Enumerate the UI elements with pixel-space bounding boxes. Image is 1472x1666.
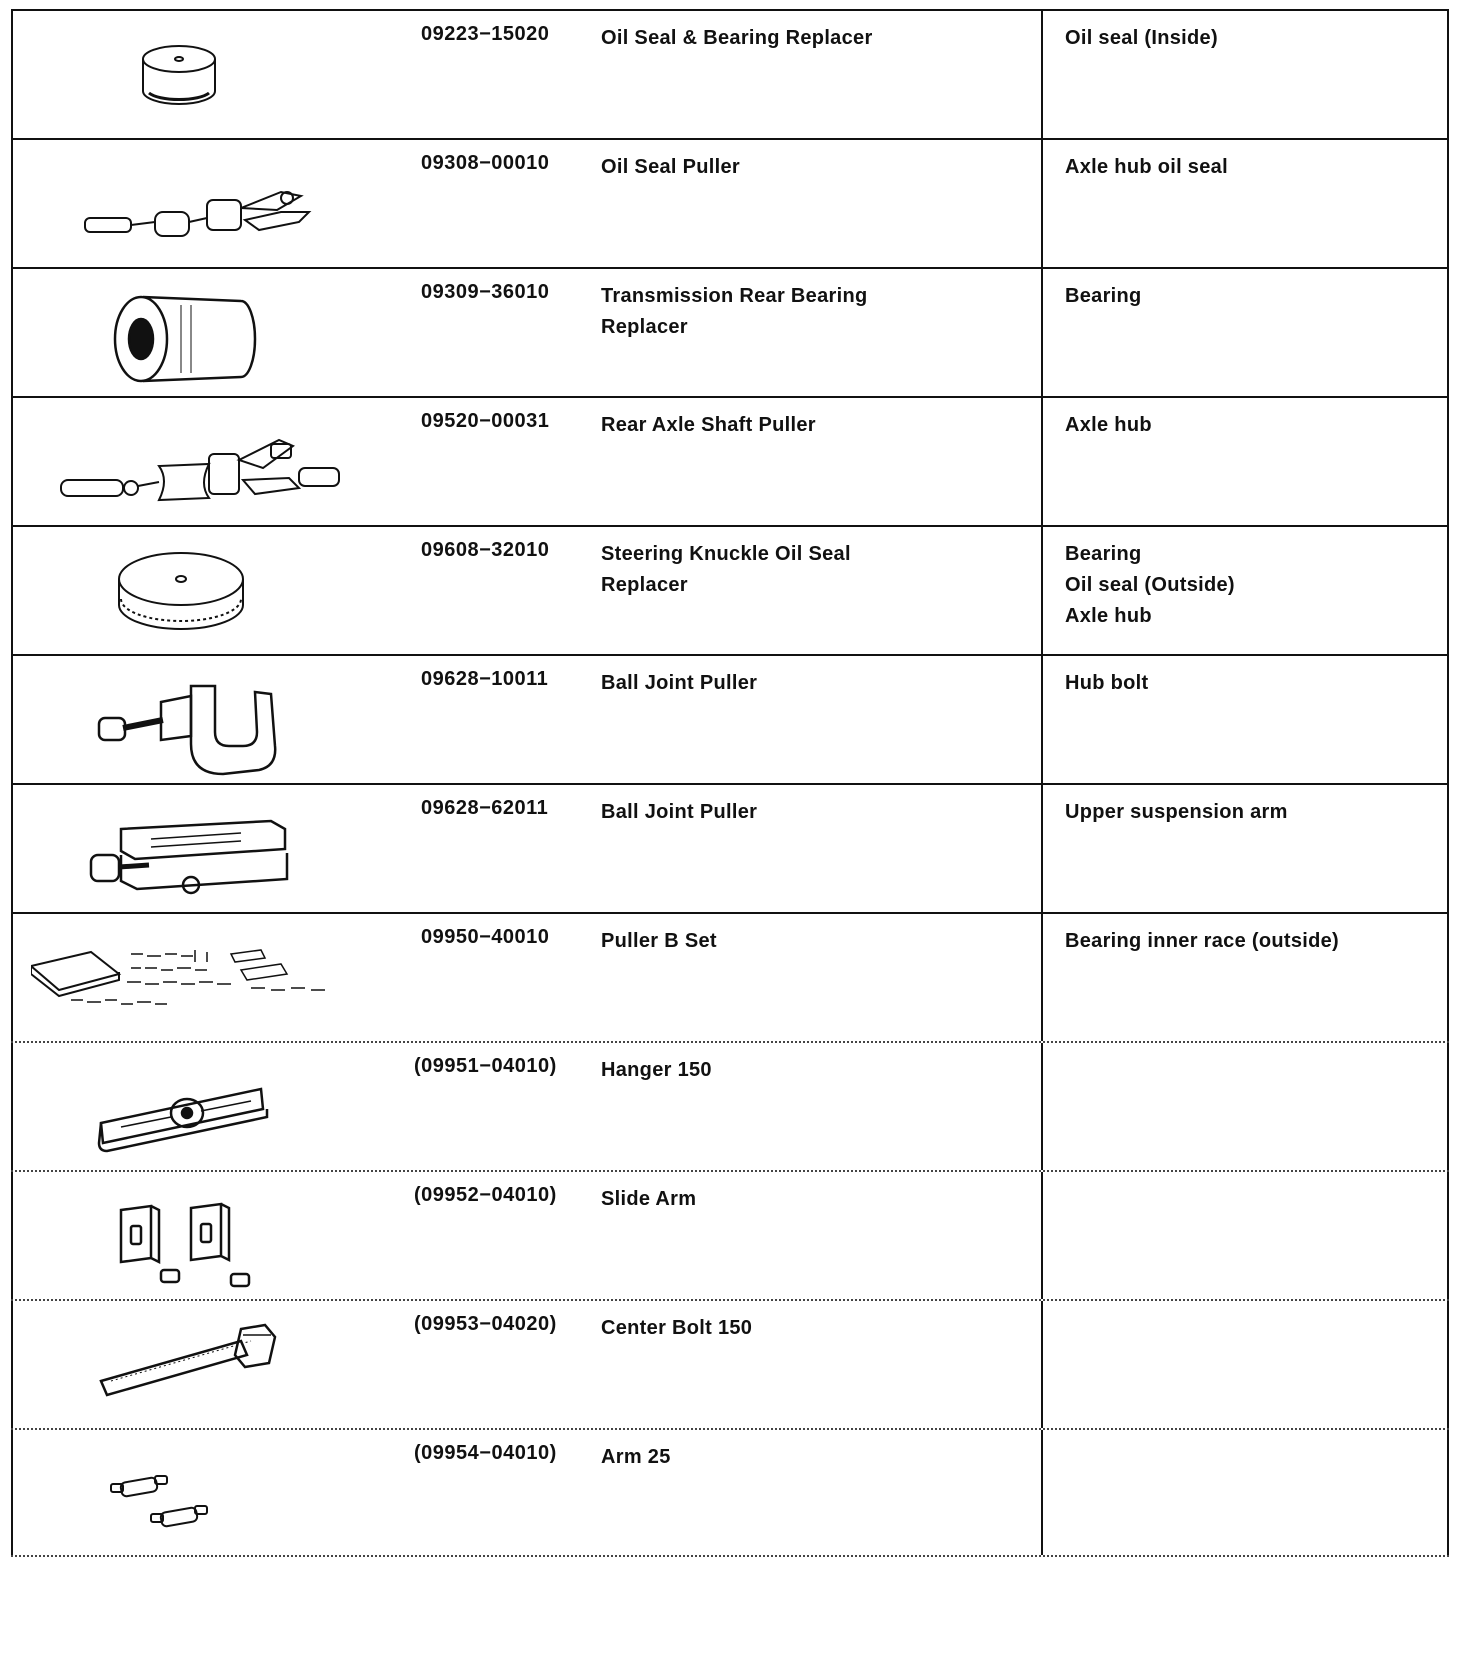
table-row xyxy=(11,1428,1449,1557)
column-divider xyxy=(1447,527,1449,654)
part-number: 09628−10011 xyxy=(421,668,549,690)
tool-name-line: Arm 25 xyxy=(601,1446,671,1468)
bearing-replacer-tube-icon xyxy=(31,279,371,397)
special-service-tools-table xyxy=(11,9,1449,1662)
tool-usage xyxy=(1065,23,1435,54)
tool-usage xyxy=(1065,539,1435,632)
axle-shaft-puller-icon xyxy=(31,408,371,526)
column-divider xyxy=(1447,269,1449,396)
table-row xyxy=(11,9,1449,138)
tool-usage-line: Hub bolt xyxy=(1065,672,1149,694)
tool-name-line: Oil Seal Puller xyxy=(601,156,741,178)
part-number: 09608−32010 xyxy=(421,539,550,561)
column-divider xyxy=(1041,527,1043,654)
tool-name xyxy=(601,1184,1001,1215)
tool-usage xyxy=(1065,152,1435,183)
column-divider xyxy=(11,1301,13,1428)
tool-usage xyxy=(1065,410,1435,441)
column-divider xyxy=(1041,1043,1043,1170)
tool-usage-line: Oil seal (Outside) xyxy=(1065,574,1235,596)
table-row xyxy=(11,267,1449,396)
part-number: 09308−00010 xyxy=(421,152,550,174)
table-row xyxy=(11,396,1449,525)
knuckle-seal-replacer-icon xyxy=(31,537,371,655)
column-divider xyxy=(1447,785,1449,912)
tool-usage-line: Axle hub xyxy=(1065,414,1152,436)
puller-set-parts-icon xyxy=(31,924,371,1042)
column-divider xyxy=(1041,140,1043,267)
part-number: 09309−36010 xyxy=(421,281,550,303)
tool-usage-line: Axle hub oil seal xyxy=(1065,156,1228,178)
table-row xyxy=(11,654,1449,783)
column-divider xyxy=(1447,1430,1449,1555)
tool-usage xyxy=(1065,668,1435,699)
table-row xyxy=(11,1299,1449,1428)
tool-usage-line: Oil seal (Inside) xyxy=(1065,27,1218,49)
tool-name xyxy=(601,797,1001,828)
column-divider xyxy=(1447,398,1449,525)
table-row xyxy=(11,1170,1449,1299)
table-row xyxy=(11,783,1449,912)
column-divider xyxy=(11,269,13,396)
column-divider xyxy=(1041,398,1043,525)
column-divider xyxy=(11,656,13,783)
tool-name xyxy=(601,1055,1001,1086)
column-divider xyxy=(1041,1301,1043,1428)
tool-usage xyxy=(1065,797,1435,828)
tool-name-line: Center Bolt 150 xyxy=(601,1317,753,1339)
center-bolt-icon xyxy=(31,1311,371,1429)
tool-name xyxy=(601,1442,1001,1473)
tool-usage-line: Bearing inner race (outside) xyxy=(1065,930,1340,952)
column-divider xyxy=(11,914,13,1041)
column-divider xyxy=(11,785,13,912)
hanger-bar-icon xyxy=(31,1053,371,1171)
column-divider xyxy=(1447,1301,1449,1428)
column-divider xyxy=(1041,11,1043,138)
tool-name-line: Rear Axle Shaft Puller xyxy=(601,414,816,436)
tool-name-line: Replacer xyxy=(601,574,688,596)
tool-name-line: Slide Arm xyxy=(601,1188,697,1210)
slide-arm-blocks-icon xyxy=(31,1182,371,1300)
column-divider xyxy=(1041,914,1043,1041)
tool-usage xyxy=(1065,926,1435,957)
tool-name xyxy=(601,410,1001,441)
column-divider xyxy=(1447,1043,1449,1170)
tool-name-line: Replacer xyxy=(601,316,688,338)
part-number: (09951−04010) xyxy=(414,1055,557,1077)
tool-usage-line: Bearing xyxy=(1065,285,1142,307)
column-divider xyxy=(11,398,13,525)
tool-name-line: Steering Knuckle Oil Seal xyxy=(601,543,851,565)
table-row xyxy=(11,1041,1449,1170)
tool-usage-line: Bearing xyxy=(1065,543,1142,565)
tool-name xyxy=(601,23,1001,54)
column-divider xyxy=(1447,914,1449,1041)
tool-name xyxy=(601,281,1001,343)
arm-pins-icon xyxy=(31,1440,371,1558)
tool-name-line: Oil Seal & Bearing Replacer xyxy=(601,27,873,49)
seal-replacer-cup-icon xyxy=(31,21,371,139)
column-divider xyxy=(1041,785,1043,912)
part-number: (09954−04010) xyxy=(414,1442,557,1464)
part-number: (09953−04020) xyxy=(414,1313,557,1335)
tool-name-line: Transmission Rear Bearing xyxy=(601,285,868,307)
column-divider xyxy=(1041,1430,1043,1555)
table-row xyxy=(11,525,1449,654)
table-row xyxy=(11,912,1449,1041)
column-divider xyxy=(11,1430,13,1555)
tool-name xyxy=(601,539,1001,601)
tool-name xyxy=(601,926,1001,957)
part-number: (09952−04010) xyxy=(414,1184,557,1206)
part-number: 09223−15020 xyxy=(421,23,550,45)
tool-name xyxy=(601,1313,1001,1344)
column-divider xyxy=(11,11,13,138)
column-divider xyxy=(1041,656,1043,783)
column-divider xyxy=(11,1043,13,1170)
column-divider xyxy=(1041,1172,1043,1299)
tool-usage-line: Axle hub xyxy=(1065,605,1152,627)
tool-usage xyxy=(1065,281,1435,312)
ball-joint-puller-frame-icon xyxy=(31,795,371,913)
column-divider xyxy=(1447,656,1449,783)
tool-usage-line: Upper suspension arm xyxy=(1065,801,1288,823)
tool-name-line: Hanger 150 xyxy=(601,1059,712,1081)
part-number: 09520−00031 xyxy=(421,410,550,432)
column-divider xyxy=(11,140,13,267)
tool-name xyxy=(601,668,1001,699)
slide-hammer-puller-icon xyxy=(31,150,371,268)
tool-name-line: Ball Joint Puller xyxy=(601,672,758,694)
tool-name-line: Puller B Set xyxy=(601,930,717,952)
part-number: 09628−62011 xyxy=(421,797,549,819)
column-divider xyxy=(1447,11,1449,138)
part-number: 09950−40010 xyxy=(421,926,550,948)
ball-joint-puller-u-icon xyxy=(31,666,371,784)
column-divider xyxy=(11,1172,13,1299)
column-divider xyxy=(1447,140,1449,267)
table-row xyxy=(11,138,1449,267)
column-divider xyxy=(1447,1172,1449,1299)
column-divider xyxy=(1041,269,1043,396)
tool-name-line: Ball Joint Puller xyxy=(601,801,758,823)
column-divider xyxy=(11,527,13,654)
tool-name xyxy=(601,152,1001,183)
